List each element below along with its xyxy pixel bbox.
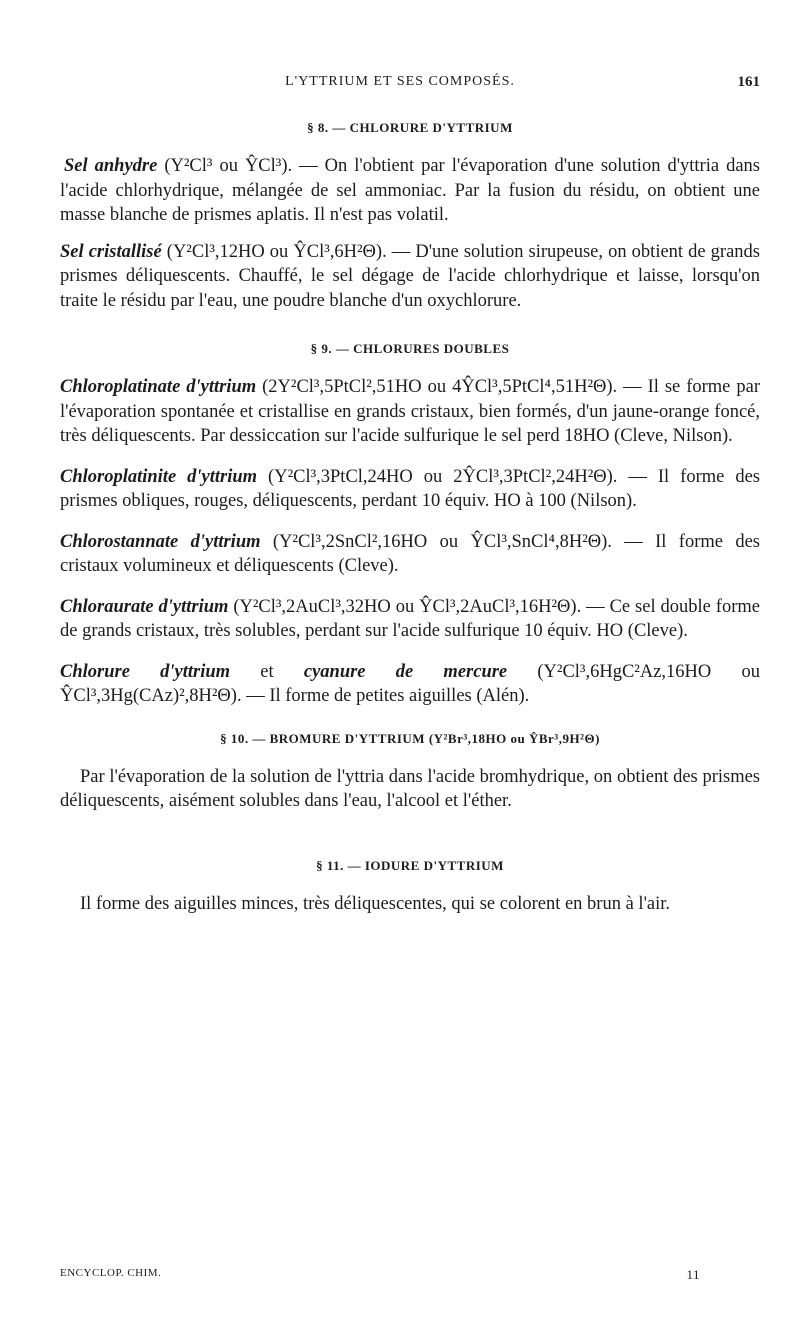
text-et: et bbox=[230, 661, 304, 682]
section-10-heading: § 10. — BROMURE D'YTTRIUM (Y²Br³,18HO ou ŶBr³,9H²Θ) bbox=[220, 730, 600, 746]
text-sel-anhydre: (Y²Cl³ ou ŶCl³). — On l'obtient par l'évaporation d'une solution d'yttria dans l'acide chlorhydrique, mélangée de sel ammoniac. Par la fusion du résidu, on obtient une masse blanche de prismes aplatis. Il n'est pas volatil. bbox=[60, 156, 760, 225]
text-chloraurate: (Y²Cl³,2AuCl³,32HO ou ŶCl³,2AuCl³,16H²Θ). — Ce sel double forme de grands cristaux, très solubles, perdant sur l'acide sulfurique 10 équiv. HO (Cleve). bbox=[60, 596, 760, 641]
term-chlorure-yttrium: Chlorure d'yttrium bbox=[60, 661, 231, 682]
paragraph-chloroplatinate bbox=[60, 375, 760, 449]
term-sel-anhydre: Sel anhydre bbox=[64, 156, 158, 176]
term-cyanure-mercure: cyanure de mercure bbox=[303, 661, 508, 682]
term-chloroplatinite: Chloroplatinite d'yttrium bbox=[60, 466, 258, 487]
text-sel-cristallise: (Y²Cl³,12HO ou ŶCl³,6H²Θ). — D'une solution sirupeuse, on obtient de grands prismes déliquescents. Chauffé, le sel dégage de l'acide chlorhydrique et laisse, lorsqu'on traite le résidu par l'eau, une poudre blanche d'un oxychlorure. bbox=[60, 241, 760, 311]
term-chlorostannate: Chlorostannate d'yttrium bbox=[60, 531, 261, 552]
section-9-heading: § 9. — CHLORURES DOUBLES bbox=[310, 341, 510, 356]
text-chloroplatinite: (Y²Cl³,3PtCl,24HO ou 2ŶCl³,3PtCl²,24H²Θ). — Il forme des prismes obliques, rouges, déliquescents, perdant 10 équiv. HO à 100 (Nilson). bbox=[60, 466, 760, 511]
paragraph-chloraurate bbox=[60, 595, 760, 644]
paragraph-chloroplatinite bbox=[60, 465, 760, 514]
footer bbox=[60, 1267, 760, 1282]
running-title: L'YTTRIUM ET SES COMPOSÉS. bbox=[285, 74, 515, 89]
section-8-heading: § 8. — CHLORURE D'YTTRIUM bbox=[307, 120, 513, 135]
term-sel-cristallise: Sel cristallisé bbox=[60, 241, 162, 262]
paragraph-sel-cristallise bbox=[60, 240, 760, 314]
paragraph-bromure: Par l'évaporation de la solution de l'yttria dans l'acide bromhydrique, on obtient des prismes déliquescents, aisément solubles dans l'eau, l'alcool et l'éther. bbox=[60, 766, 760, 811]
paragraph-chlorure-cyanure bbox=[60, 660, 760, 709]
text-chlorostannate: (Y²Cl³,2SnCl²,16HO ou ŶCl³,SnCl⁴,8H²Θ). — Il forme des cristaux volumineux et déliquescents (Cleve). bbox=[60, 531, 761, 576]
paragraph-chlorostannate bbox=[60, 530, 760, 579]
term-chloroplatinate: Chloroplatinate d'yttrium bbox=[60, 377, 257, 397]
section-11-heading: § 11. — IODURE D'YTTRIUM bbox=[316, 857, 504, 873]
text-chloroplatinate: (2Y²Cl³,5PtCl²,51HO ou 4ŶCl³,5PtCl⁴,51H²Θ). — Il se forme par l'évaporation spontanée et cristallise en grands cristaux, bien formés, d'un jaune-orange foncé, très déliquescents. Par dessiccation sur l'acide sulfurique le sel perd 18HO (Cleve, Nilson). bbox=[60, 377, 760, 446]
paragraph-iodure: Il forme des aiguilles minces, très déliquescentes, qui se colorent en brun à l'air. bbox=[80, 893, 671, 914]
footer-signature: ENCYCLOP. CHIM. bbox=[60, 1267, 162, 1279]
term-chloraurate: Chloraurate d'yttrium bbox=[60, 596, 229, 617]
paragraph-sel-anhydre bbox=[60, 154, 760, 228]
footer-signature-number: 11 bbox=[686, 1267, 700, 1282]
text-chlorure-cyanure: (Y²Cl³,6HgC²Az,16HO ou ŶCl³,3Hg(CAz)²,8H²Θ). — Il forme de petites aiguilles (Alén). bbox=[60, 661, 760, 706]
page-number: 161 bbox=[737, 74, 760, 90]
